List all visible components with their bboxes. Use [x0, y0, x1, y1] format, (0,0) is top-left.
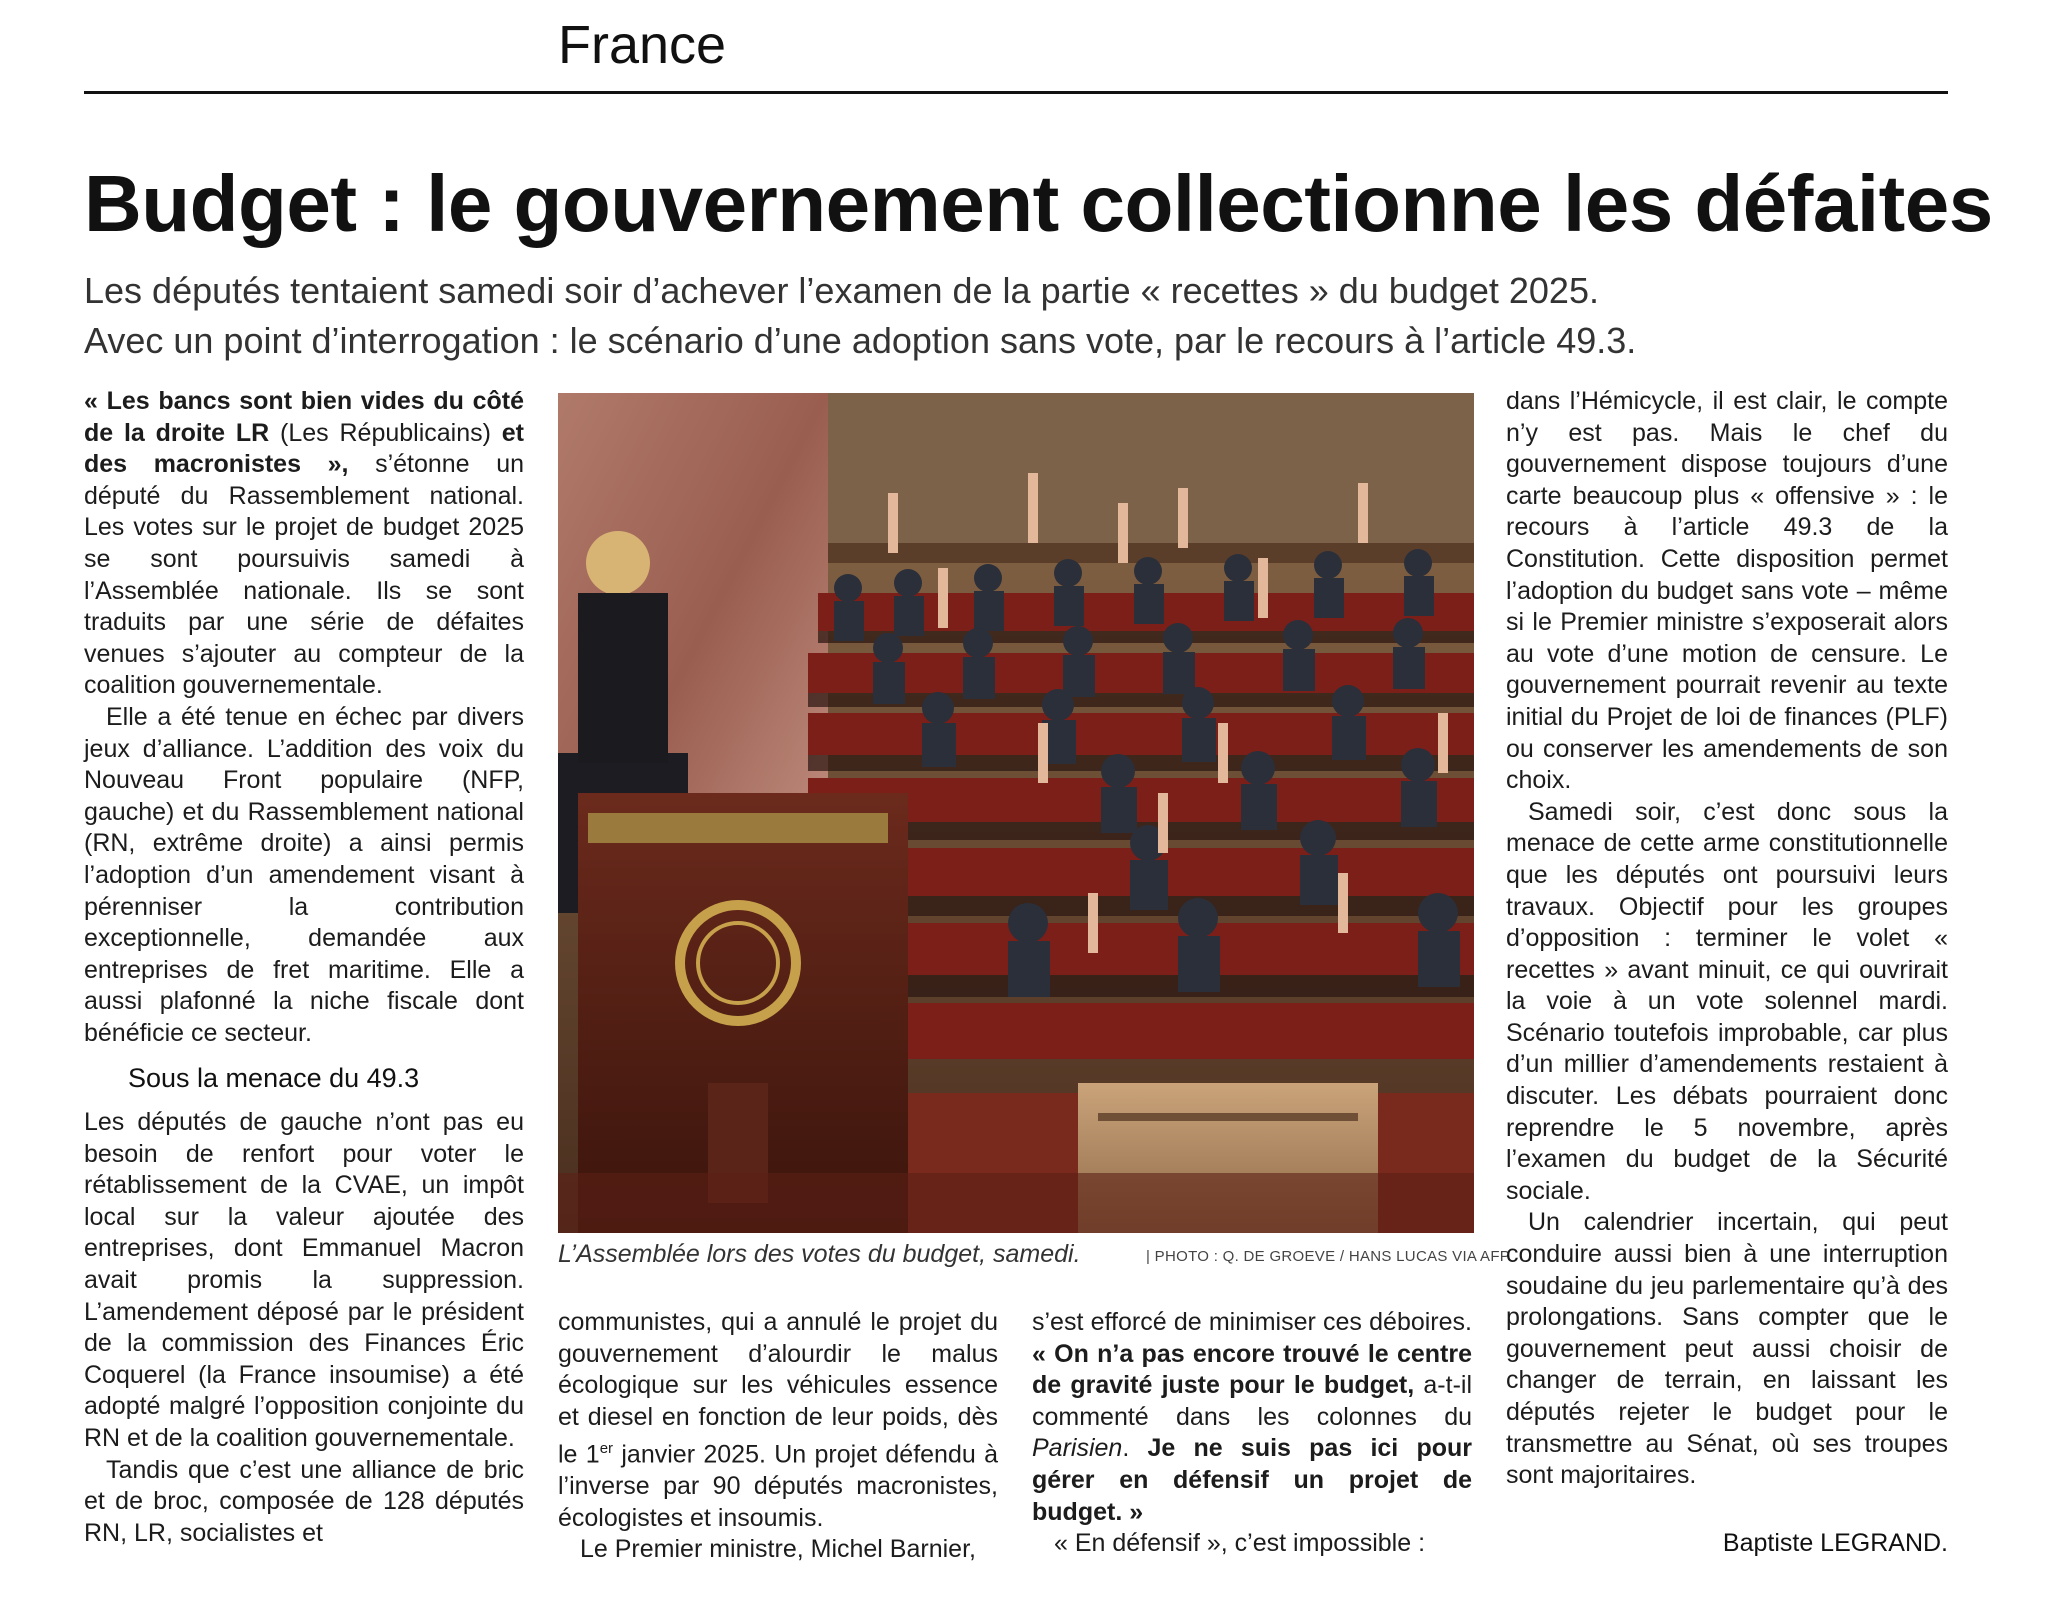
paragraph: « En défensif », c’est impossible : — [1054, 1529, 1426, 1558]
subheading: Sous la menace du 49.3 — [128, 1063, 420, 1094]
superscript: er — [599, 1440, 614, 1458]
publication-name: Parisien — [1032, 1434, 1123, 1463]
standfirst — [84, 266, 1636, 366]
paragraph: Samedi soir, c’est donc sous la menace de cette arme constitutionnelle que les députés ont poursuivi leurs travaux. Objectif pour les groupes d’opposition : terminer le volet « recettes » avant minuit, ce qui ouvrirait la voie à un vote solennel mardi. Scénario toutefois improbable, car plus d’un millier d’amendements restaient à discuter. Les débats pourraient donc reprendre le 5 novembre, après l’examen du budget de la Sécurité sociale. — [1506, 797, 1948, 1205]
standfirst-line: Les députés tentaient samedi soir d’achever l’examen de la partie « recettes » du budget 2025. — [84, 270, 1599, 311]
paragraph: Un calendrier incertain, qui peut conduire aussi bien à une interruption soudaine du jeu parlementaire qu’à des prolongations. Sans compter que le gouvernement peut aussi choisir de changer de terrain, en laissant les députés rejeter le budget pour le transmettre au Sénat, où ses troupes sont majoritaires. — [1506, 1208, 1948, 1490]
paragraph: Tandis que c’est une alliance de bric et de broc, composée de 128 députés RN, LR, socialistes et — [84, 1455, 524, 1547]
article-column-4 — [1506, 386, 1948, 1492]
article-column-1 — [84, 386, 524, 1549]
paragraph — [1032, 1307, 1472, 1528]
quote: « Les bancs sont bien vides du côté de la droite LR — [84, 387, 524, 447]
text-run: . — [1122, 1434, 1148, 1463]
photo-caption: L’Assemblée lors des votes du budget, samedi. — [558, 1240, 1081, 1268]
photo-credit: | PHOTO : Q. DE GROEVE / HANS LUCAS VIA AFP — [1146, 1248, 1511, 1265]
section-rule — [84, 91, 1948, 94]
paragraph — [558, 1307, 998, 1534]
section-title: France — [558, 15, 727, 75]
quote: et des macronistes », — [84, 418, 524, 479]
assembly-photo-illustration — [558, 393, 1474, 1233]
text-run: (Les Républicains) — [269, 418, 502, 447]
paragraph: Les députés de gauche n’ont pas eu besoin de renfort pour voter le rétablissement de la CVAE, un impôt local sur la valeur ajoutée des entreprises, dont Emmanuel Macron avait promis la suppression. L’amendement déposé par le président de la commission des Finances Éric Coquerel (la France insoumise) a été adopté malgré l’opposition conjointe du RN et de la coalition gouvernementale. — [84, 1108, 524, 1452]
paragraph: Elle a été tenue en échec par divers jeux d’alliance. L’addition des voix du Nouveau Front populaire (NFP, gauche) et du Rassemblement national (RN, extrême droite) a ainsi permis l’adoption d’un amendement visant à pérenniser la contribution exceptionnelle, demandée aux entreprises de fret maritime. Elle a aussi plafonné la niche fiscale dont bénéficie ce secteur. — [84, 702, 524, 1047]
headline: Budget : le gouvernement collectionne les défaites — [84, 159, 1993, 248]
article-column-2 — [558, 1307, 998, 1566]
quote: « On n’a pas encore trouvé le centre de gravité juste pour le budget, — [1032, 1339, 1472, 1400]
paragraph — [84, 386, 524, 702]
author-signature: Baptiste LEGRAND. — [1722, 1529, 1948, 1557]
assembly-photo — [558, 393, 1474, 1233]
paragraph: dans l’Hémicycle, il est clair, le compte n’y est pas. Mais le chef du gouvernement dispose toujours d’une carte beaucoup plus « offensive » : le recours à l’article 49.3 de la Constitution. Cette disposition permet l’adoption du budget sans vote – même si le Premier ministre s’exposerait alors au vote d’une motion de censure. Le gouvernement pourrait revenir au texte initial du Projet de loi de finances (PLF) ou conserver les amendements de son choix. — [1506, 387, 1948, 795]
text-run: s’est efforcé de minimiser ces déboires. — [1032, 1308, 1472, 1336]
paragraph: Le Premier ministre, Michel Barnier, — [580, 1535, 976, 1564]
text-run: communistes, qui a annulé le projet du gouvernement d’alourdir le malus écologique sur les véhicules essence et diesel en fonction de leur poids, dès le 1 — [558, 1308, 998, 1469]
standfirst-line: Avec un point d’interrogation : le scénario d’une adoption sans vote, par le recours à l’article 49.3. — [84, 320, 1637, 361]
quote: Je ne suis pas ici pour gérer en défensif un projet de budget. » — [1032, 1434, 1472, 1526]
text-run: janvier 2025. Un projet défendu à l’inverse par 90 députés macronistes, écologistes et insoumis. — [558, 1440, 998, 1532]
text-run: s’étonne un député du Rassemblement national. Les votes sur le projet de budget 2025 se sont poursuivis samedi à l’Assemblée nationale. Ils se sont traduits par une série de défaites venues s’ajouter au compteur de la coalition gouvernementale. — [84, 450, 524, 700]
text-run: a-t-il commenté dans les colonnes du — [1032, 1371, 1472, 1431]
article-column-3 — [1032, 1307, 1472, 1560]
